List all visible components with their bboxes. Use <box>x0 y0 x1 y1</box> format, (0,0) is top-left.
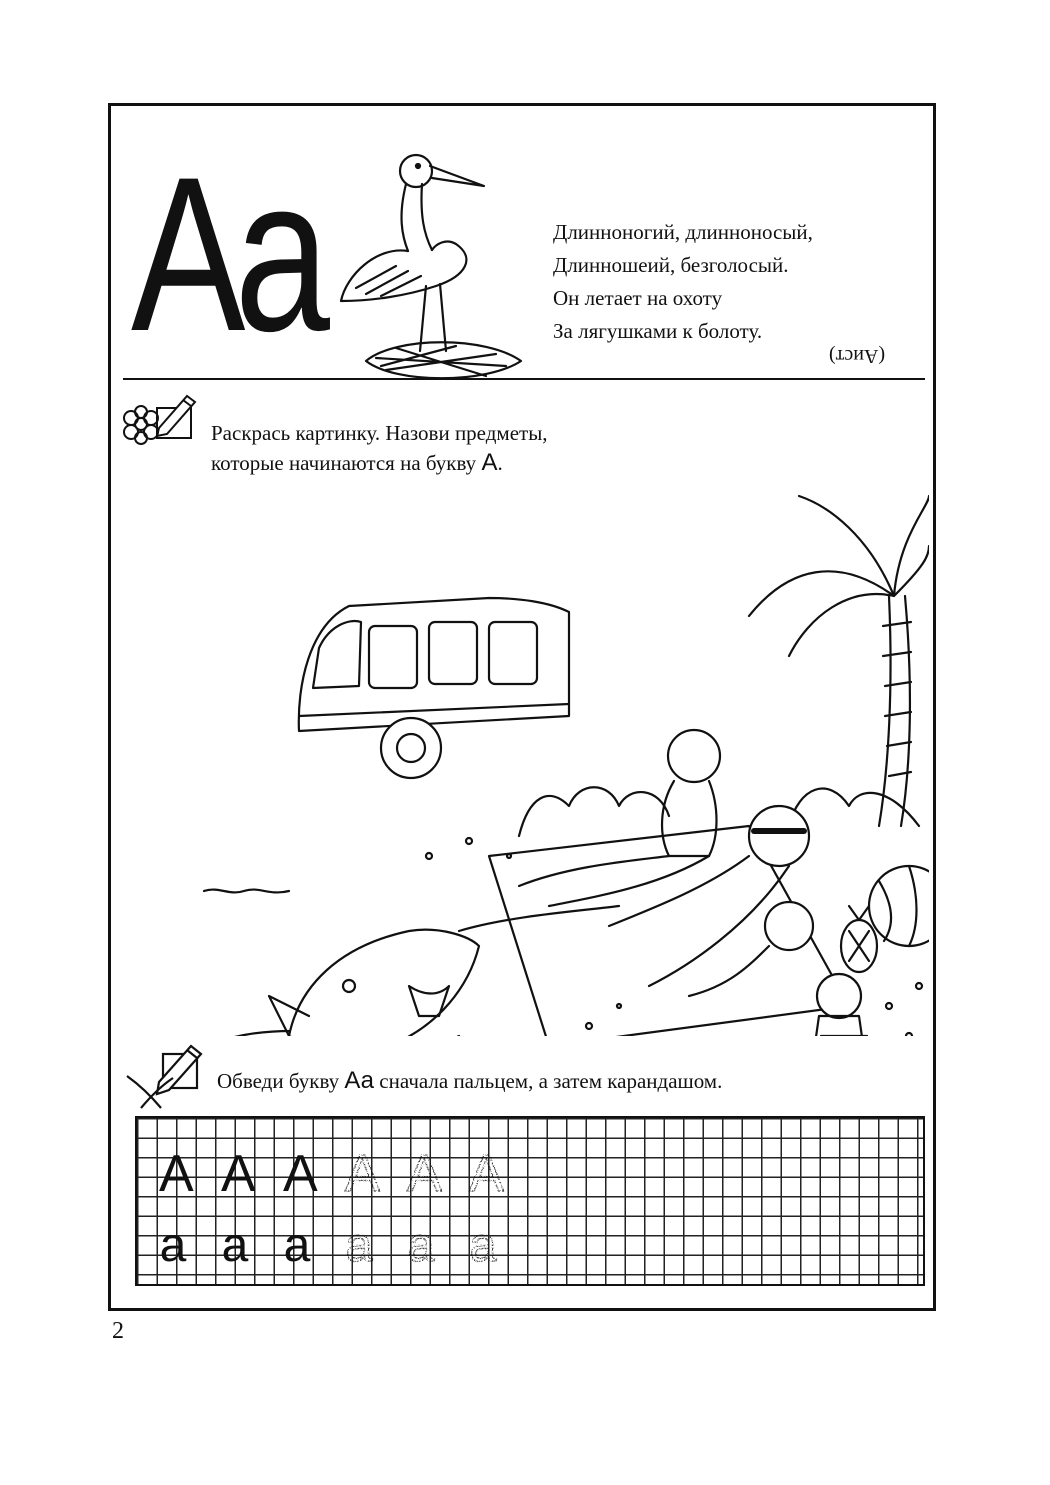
tracing-letter-dotted[interactable]: а <box>345 1219 373 1272</box>
big-letters-aa: Aa <box>131 131 320 377</box>
tracing-letter-dotted[interactable]: А <box>469 1145 504 1203</box>
riddle-line: За лягушками к болоту. <box>553 319 763 343</box>
tracing-row-uppercase <box>159 1145 504 1203</box>
task1-line2-suffix: . <box>497 451 503 475</box>
section-divider <box>123 378 925 380</box>
tracing-letter-dotted[interactable]: а <box>469 1219 497 1272</box>
riddle-line: Он летает на охоту <box>553 286 723 310</box>
task1-line1: Раскрась картинку. Назови предметы, <box>211 421 548 445</box>
tracing-letter-solid: А <box>221 1145 256 1203</box>
tracing-grid <box>135 1116 925 1286</box>
tracing-row-lowercase <box>159 1219 497 1272</box>
task2-prefix: Обведи букву <box>217 1069 345 1093</box>
tracing-letter-dotted[interactable]: А <box>407 1145 442 1203</box>
tracing-letter-solid: А <box>159 1145 194 1203</box>
task1-line2-prefix: которые начинаются на букву <box>211 451 482 475</box>
flower-pencil-icon <box>119 388 199 458</box>
task2-suffix: сначала пальцем, а затем карандашом. <box>374 1069 723 1093</box>
riddle-answer-upside-down: (Аист) <box>829 345 886 367</box>
tracing-letter-dotted[interactable]: А <box>345 1145 380 1203</box>
tracing-letter-solid: а <box>283 1219 311 1272</box>
tracing-letter-solid: а <box>221 1219 249 1272</box>
page-number: 2 <box>112 1318 124 1344</box>
stork-illustration <box>336 126 541 386</box>
tracing-letter-solid: а <box>159 1219 187 1272</box>
pencil-icon <box>121 1036 209 1111</box>
riddle-line: Длинношеий, безголосый. <box>553 253 789 277</box>
tracing-letter-solid: А <box>283 1145 318 1203</box>
task2-text <box>217 1066 722 1096</box>
tracing-letter-dotted[interactable]: а <box>407 1219 435 1272</box>
task2-letters: Аа <box>344 1067 375 1094</box>
worksheet-frame <box>108 103 936 1311</box>
task1-letter: А <box>481 449 498 476</box>
riddle-text <box>553 216 913 348</box>
beach-scene-illustration <box>189 386 929 1036</box>
riddle-line: Длинноногий, длинноносый, <box>553 220 813 244</box>
